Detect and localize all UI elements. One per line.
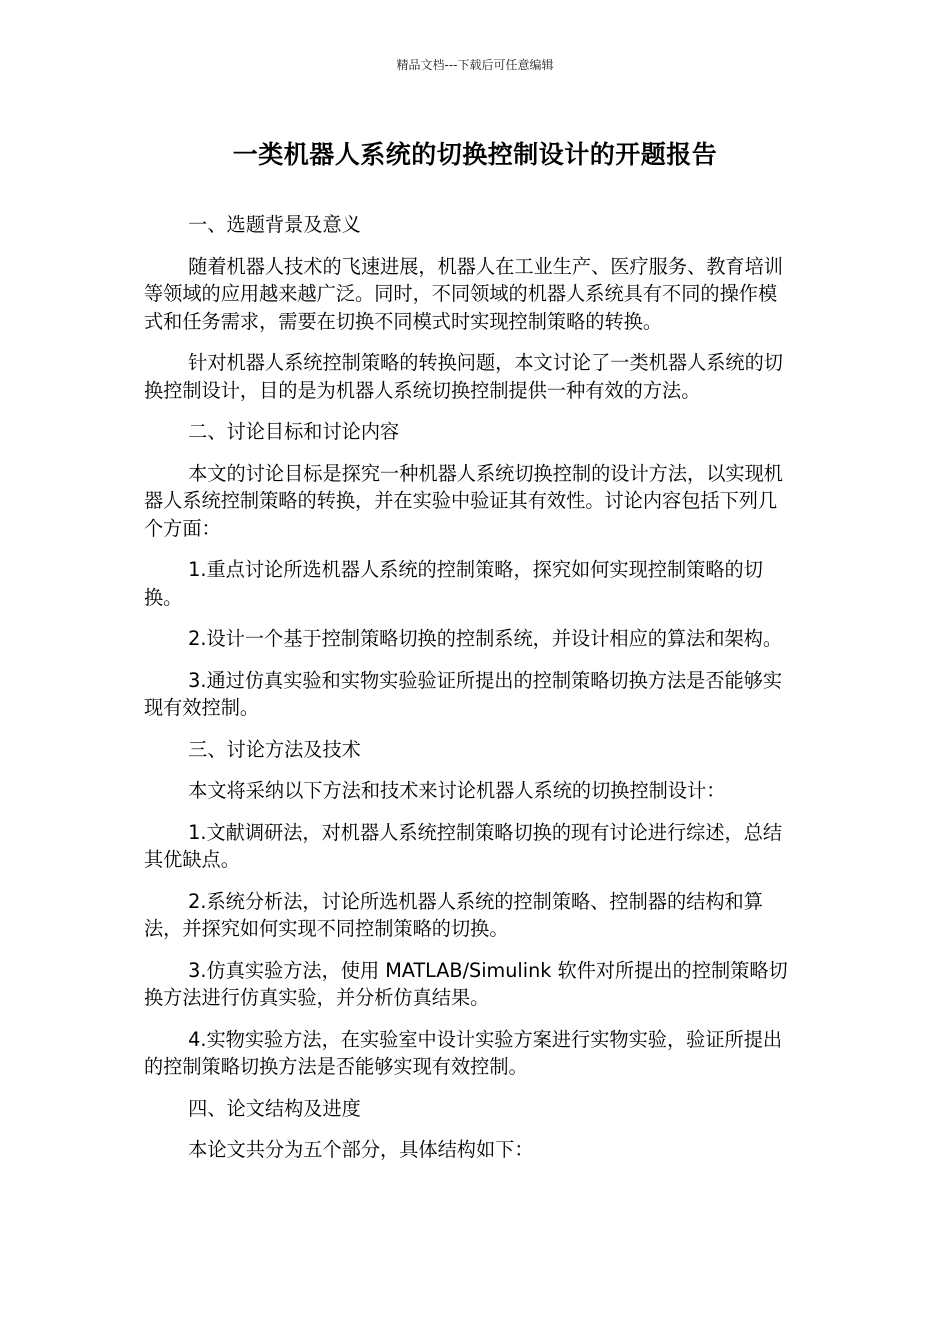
list-item-method-2: 2.系统分析法，讨论所选机器人系统的控制策略、控制器的结构和算法，并探究如何实现不同控制策略的切换。 (144, 889, 763, 940)
section-heading-background: 一、选题背景及意义 (188, 213, 361, 236)
list-item-method-3: 3.仿真实验方法，使用 MATLAB/Simulink 软件对所提出的控制策略切换方法进行仿真实验，并分析仿真结果。 (144, 958, 788, 1009)
document-body (144, 211, 792, 1178)
list-item-method-4: 4.实物实验方法，在实验室中设计实验方案进行实物实验，验证所提出的控制策略切换方法是否能够实现有效控制。 (144, 1027, 783, 1078)
section-heading-methods: 三、讨论方法及技术 (188, 737, 361, 761)
list-item-objective-3: 3.通过仿真实验和实物实验验证所提出的控制策略切换方法是否能够实现有效控制。 (144, 668, 783, 719)
document-title: 一类机器人系统的切换控制设计的开题报告 (232, 140, 718, 169)
list-item-objective-2: 2.设计一个基于控制策略切换的控制系统，并设计相应的算法和架构。 (188, 627, 783, 650)
page-header: 精品文档---下载后可任意编辑 (396, 58, 554, 72)
paragraph-methods-intro: 本文将采纳以下方法和技术来讨论机器人系统的切换控制设计： (188, 779, 726, 802)
section-heading-objectives: 二、讨论目标和讨论内容 (188, 420, 400, 443)
list-item-objective-1: 1.重点讨论所选机器人系统的控制策略，探究如何实现控制策略的切换。 (144, 558, 763, 609)
section-heading-structure: 四、论文结构及进度 (188, 1096, 361, 1120)
list-item-method-1: 1.文献调研法，对机器人系统控制策略切换的现有讨论进行综述，总结其优缺点。 (144, 820, 783, 871)
paragraph-background-1: 随着机器人技术的飞速进展，机器人在工业生产、医疗服务、教育培训等领域的应用越来越广泛。同时，不同领域的机器人系统具有不同的操作模式和任务需求，需要在切换不同模式时实现控制策略的转换。 (144, 254, 783, 333)
paragraph-objectives-intro: 本文的讨论目标是探究一种机器人系统切换控制的设计方法，以实现机器人系统控制策略的转换，并在实验中验证其有效性。讨论内容包括下列几个方面： (144, 461, 783, 540)
paragraph-structure-intro: 本论文共分为五个部分，具体结构如下： (188, 1138, 534, 1161)
paragraph-background-2: 针对机器人系统控制策略的转换问题，本文讨论了一类机器人系统的切换控制设计，目的是为机器人系统切换控制提供一种有效的方法。 (144, 351, 783, 402)
